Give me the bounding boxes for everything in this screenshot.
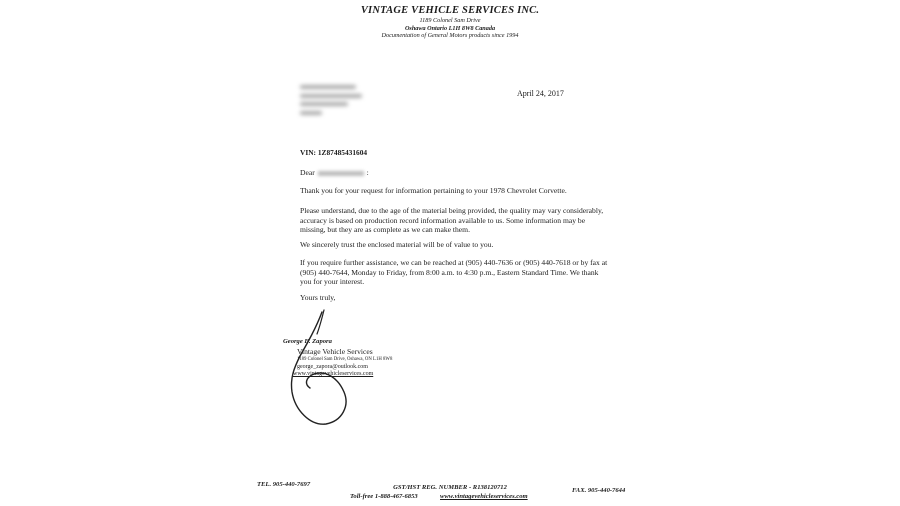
signatory-email[interactable]: george_zapora@outlook.com xyxy=(297,364,368,370)
paragraph-request: Thank you for your request for information pertaining to your 1978 Chevrolet Corvette. xyxy=(300,186,567,195)
footer-gst-number: GST/HST REG. NUMBER - R138120712 xyxy=(393,484,507,491)
salutation-suffix: : xyxy=(366,168,369,177)
letterhead-city: Oshawa Ontario L1H 8W8 Canada xyxy=(404,24,496,32)
signatory-name: George E. Zapora xyxy=(283,338,332,345)
letterhead-tagline: Documentation of General Motors products since 1994 xyxy=(381,32,519,39)
signatory-address: 1189 Colonel Sam Drive, Oshawa, ON L1H 8W8 xyxy=(297,357,393,362)
signatory-website[interactable]: www.vintagevehicleservices.com xyxy=(293,371,374,377)
paragraph-trust: We sincerely trust the enclosed material will be of value to you. xyxy=(300,240,494,249)
salutation-prefix: Dear xyxy=(300,168,315,177)
paragraph-quality: Please understand, due to the age of the material being provided, the quality may vary considerably, accuracy is based on production record information available to us. Some information may be missing, but they are as complete as we can make them. xyxy=(300,206,604,234)
signatory-company: Vintage Vehicle Services xyxy=(297,347,373,356)
letterhead-street: 1189 Colonel Sam Drive xyxy=(419,17,481,24)
footer-fax: FAX. 905-440-7644 xyxy=(572,487,626,494)
footer-website[interactable]: www.vintagevehicleservices.com xyxy=(440,493,528,500)
redacted-recipient-address xyxy=(300,85,370,121)
vin-line: VIN: 1Z87485431604 xyxy=(300,148,368,157)
paragraph-contact: If you require further assistance, we can be reached at (905) 440-7636 or (905) 440-7618 or by fax at (905) 440-7644, Monday to Friday, from 8:00 a.m. to 4:30 p.m., Eastern Standard Time. We thank you for your interest. xyxy=(300,258,608,286)
footer-tollfree: Toll-free 1-888-467-6853 xyxy=(350,493,418,500)
letter-date: April 24, 2017 xyxy=(517,89,564,98)
footer-telephone: TEL. 905-440-7697 xyxy=(257,481,311,488)
closing: Yours truly, xyxy=(300,293,336,302)
redacted-recipient-name xyxy=(318,171,364,176)
letterhead-company: VINTAGE VEHICLE SERVICES INC. xyxy=(360,5,540,16)
salutation xyxy=(300,168,369,177)
